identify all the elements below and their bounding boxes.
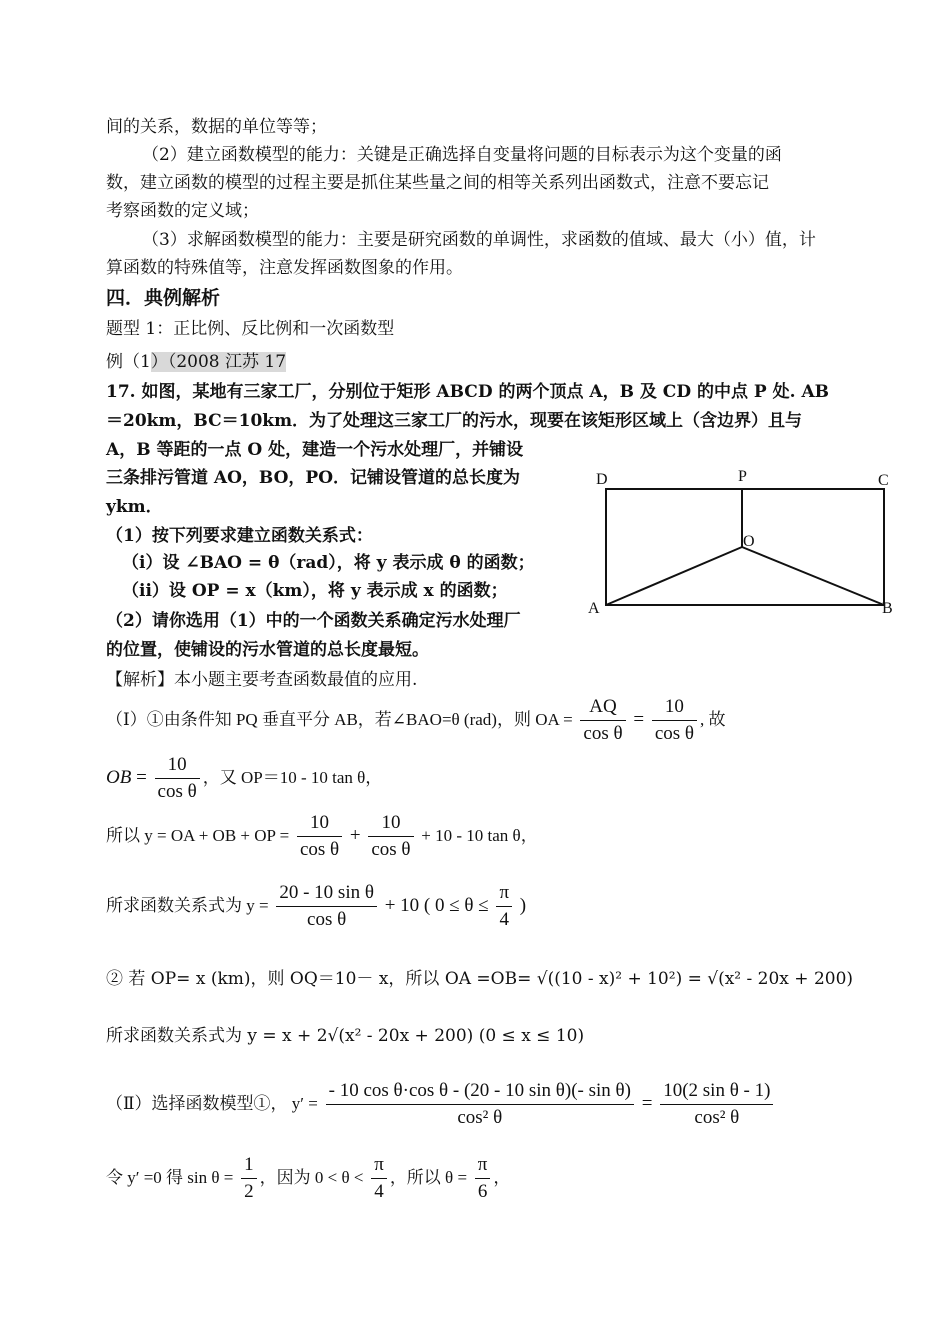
example-prefix: 例（1 bbox=[106, 352, 151, 372]
denominator: cos θ bbox=[654, 723, 695, 744]
numerator: 10(2 sin θ - 1) bbox=[660, 1078, 773, 1105]
question-type: 题型 1：正比例、反比例和一次函数型 bbox=[106, 319, 395, 339]
fraction bbox=[297, 810, 342, 863]
denominator: cos θ bbox=[583, 723, 623, 744]
numerator: 10 bbox=[368, 810, 413, 837]
label-b: B bbox=[882, 600, 893, 617]
solution-step-5: ② 若 OP= x (km)，则 OQ＝10－ x，所以 OA =OB= √((10 - x)² + 10²) = √(x² - 20x + 200) bbox=[106, 969, 854, 989]
denominator: 4 bbox=[499, 909, 509, 930]
question-2: 的位置，使铺设的污水管道的总长度最短。 bbox=[106, 640, 429, 660]
denominator: 2 bbox=[244, 1181, 254, 1202]
fraction bbox=[660, 1078, 773, 1131]
numerator: 10 bbox=[297, 810, 342, 837]
fraction bbox=[368, 810, 413, 863]
example-label bbox=[106, 348, 286, 376]
fraction bbox=[276, 880, 377, 933]
text-line: （2）建立函数模型的能力：关键是正确选择自变量将问题的目标表示为这个变量的函 bbox=[142, 145, 782, 165]
numerator: 10 bbox=[652, 694, 697, 721]
numerator: AQ bbox=[580, 694, 625, 721]
step-text: ，又 OP＝10 - 10 tan θ， bbox=[202, 767, 383, 787]
solution-step-1: （Ⅰ）①由条件知 PQ 垂直平分 AB，若∠BAO=θ (rad)，则 OA = $\frac{AQ}{\text{cos θ}}$ = $\frac{10}{\text{cos θ}}$ , 故 bbox=[106, 694, 726, 747]
text-line: 算函数的特殊值等，注意发挥函数图象的作用。 bbox=[106, 258, 463, 278]
numerator: π bbox=[475, 1152, 491, 1179]
label-o: O bbox=[743, 533, 755, 550]
problem-line: A，B 等距的一点 O 处，建造一个污水处理厂，并铺设 bbox=[106, 440, 524, 460]
solution-step-3: 所以 y = OA + OB + OP = $\frac{10}{\text{cos θ}}$ + $\frac{10}{\text{cos θ}}$ + 10 - 10 tan θ， bbox=[106, 810, 538, 863]
step-text: ，因为 0 < θ < bbox=[259, 1167, 364, 1187]
problem-line: ykm． bbox=[106, 497, 163, 517]
denominator: cos θ bbox=[157, 781, 197, 802]
text-line: （3）求解函数模型的能力：主要是研究函数的单调性，求函数的值域、最大（小）值，计 bbox=[142, 230, 816, 250]
numerator: π bbox=[496, 880, 512, 907]
label-c: C bbox=[878, 472, 889, 489]
solution-step-7: （Ⅱ）选择函数模型①， y′ = $\frac{\text{- 10 cos θ·cos θ - (20 - 10 sin θ)(- sin θ)}}{\text{cos² θ}}$ = $\frac{\text{10(2 sin θ - 1)}}{\text{cos² θ}}$ bbox=[106, 1078, 776, 1131]
numerator: - 10 cos θ·cos θ - (20 - 10 sin θ)(- sin θ) bbox=[326, 1078, 634, 1105]
step-text: 令 y′ =0 得 sin θ = bbox=[106, 1167, 234, 1187]
text-line: 间的关系，数据的单位等等； bbox=[106, 117, 327, 137]
analysis-intro: 【解析】本小题主要考查函数最值的应用. bbox=[106, 670, 418, 690]
step-text: （Ⅱ）选择函数模型①， y′ = bbox=[106, 1093, 318, 1113]
denominator: cos θ bbox=[371, 839, 411, 860]
text-line: 数，建立函数的模型的过程主要是抓住某些量之间的相等关系列出函数式，注意不要忘记 bbox=[106, 173, 769, 193]
solution-step-2: OB = $\frac{10}{\text{cos θ}}$ ，又 OP＝10 - 10 tan θ， bbox=[106, 752, 382, 805]
denominator: cos² θ bbox=[694, 1107, 740, 1128]
fraction bbox=[155, 752, 200, 805]
step-text: + 10 ( 0 ≤ θ ≤ bbox=[384, 894, 489, 916]
text-line: 考察函数的定义域； bbox=[106, 201, 259, 221]
problem-line: 17. 如图，某地有三家工厂，分别位于矩形 ABCD 的两个顶点 A，B 及 CD 的中点 P 处. AB bbox=[106, 382, 829, 402]
fraction bbox=[326, 1078, 634, 1131]
rectangle-figure bbox=[580, 462, 910, 622]
problem-line: ＝20km，BC＝10km．为了处理这三家工厂的污水，现要在该矩形区域上（含边界）且与 bbox=[106, 411, 803, 431]
question-2: （2）请你选用（1）中的一个函数关系确定污水处理厂 bbox=[106, 611, 521, 631]
numerator: 1 bbox=[241, 1152, 257, 1179]
label-d: D bbox=[596, 471, 608, 488]
problem-line: 三条排污管道 AO，BO，PO．记铺设管道的总长度为 bbox=[106, 468, 521, 488]
pipe-ao bbox=[606, 547, 742, 605]
fraction bbox=[475, 1152, 491, 1205]
denominator: 6 bbox=[477, 1181, 488, 1202]
label-p: P bbox=[738, 468, 747, 485]
numerator: 20 - 10 sin θ bbox=[276, 880, 377, 907]
step-text: 所求函数关系式为 y = bbox=[106, 895, 269, 915]
denominator: 4 bbox=[374, 1181, 384, 1202]
pipe-bo bbox=[742, 547, 884, 605]
fraction bbox=[496, 880, 512, 933]
question-1: （1）按下列要求建立函数关系式： bbox=[106, 526, 373, 546]
denominator: cos² θ bbox=[457, 1107, 503, 1128]
step-text: ， bbox=[493, 1167, 511, 1187]
step-text: ，所以 θ = bbox=[389, 1167, 468, 1187]
example-source: ）（2008 江苏 17 bbox=[150, 352, 287, 372]
question-1-ii: （ii）设 OP = x（km），将 y 表示成 x 的函数； bbox=[122, 581, 508, 601]
fraction bbox=[580, 694, 625, 747]
step-text: （Ⅰ）①由条件知 PQ 垂直平分 AB，若∠BAO=θ (rad)，则 OA = bbox=[106, 709, 573, 729]
section-heading: 四．典例解析 bbox=[106, 287, 221, 309]
question-1-i: （i）设 ∠BAO = θ（rad），将 y 表示成 θ 的函数； bbox=[122, 553, 535, 573]
label-a: A bbox=[588, 600, 600, 617]
fraction bbox=[652, 694, 697, 747]
numerator: π bbox=[371, 1152, 387, 1179]
denominator: cos θ bbox=[307, 909, 347, 930]
solution-step-8 bbox=[106, 1152, 510, 1205]
step-text: , 故 bbox=[700, 709, 726, 729]
solution-step-4: 所求函数关系式为 y = $\frac{\text{20 - 10 sin θ}}{\text{cos θ}}$ + 10 ( 0 ≤ θ ≤ $\frac{\pi}{4}$ ) bbox=[106, 880, 526, 933]
step-text: 所以 y = OA + OB + OP = bbox=[106, 825, 290, 845]
denominator: cos θ bbox=[299, 839, 340, 860]
fraction bbox=[241, 1152, 257, 1205]
fraction bbox=[371, 1152, 387, 1205]
solution-step-6: 所求函数关系式为 y = x + 2√(x² - 20x + 200) (0 ≤ x ≤ 10) bbox=[106, 1026, 585, 1046]
numerator: 10 bbox=[155, 752, 200, 779]
step-text: + 10 - 10 tan θ， bbox=[421, 825, 538, 845]
